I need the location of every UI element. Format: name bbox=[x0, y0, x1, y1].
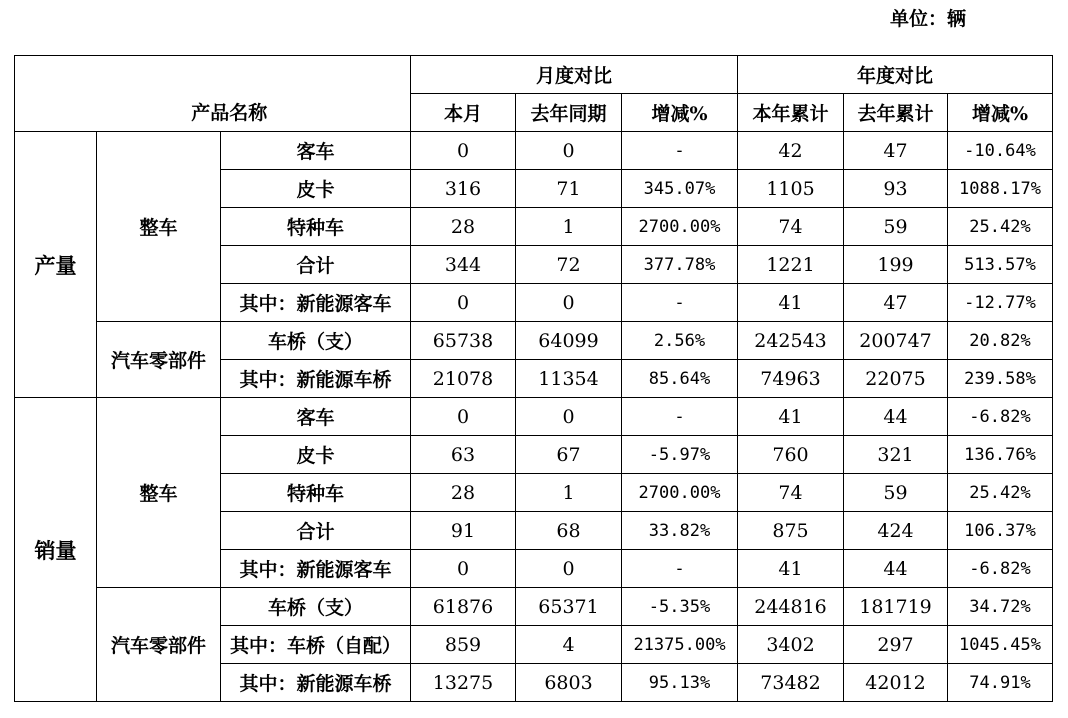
same-period-cell: 0 bbox=[516, 398, 622, 436]
product-name-cell: 皮卡 bbox=[221, 436, 411, 474]
same-period-cell: 0 bbox=[516, 132, 622, 170]
change-month-cell: 95.13% bbox=[622, 664, 738, 702]
product-name-cell: 其中：新能源客车 bbox=[221, 284, 411, 322]
this-month-cell: 28 bbox=[411, 208, 516, 246]
this-month-cell: 316 bbox=[411, 170, 516, 208]
product-name-cell: 特种车 bbox=[221, 208, 411, 246]
sales-parts-group: 汽车零部件 bbox=[97, 588, 221, 702]
same-period-cell: 11354 bbox=[516, 360, 622, 398]
ytd-this-year-cell: 875 bbox=[738, 512, 844, 550]
change-year-cell: 239.58% bbox=[948, 360, 1053, 398]
same-period-cell: 68 bbox=[516, 512, 622, 550]
this-month-cell: 859 bbox=[411, 626, 516, 664]
change-year-cell: 513.57% bbox=[948, 246, 1053, 284]
change-year-cell: 25.42% bbox=[948, 474, 1053, 512]
ytd-last-year-cell: 47 bbox=[844, 284, 948, 322]
sales-vehicle-group: 整车 bbox=[97, 398, 221, 588]
header-yearly: 年度对比 bbox=[738, 56, 1053, 94]
ytd-last-year-cell: 42012 bbox=[844, 664, 948, 702]
table-row bbox=[15, 398, 1053, 436]
change-year-cell: -10.64% bbox=[948, 132, 1053, 170]
change-year-cell: 1045.45% bbox=[948, 626, 1053, 664]
this-month-cell: 0 bbox=[411, 398, 516, 436]
product-name-cell: 合计 bbox=[221, 512, 411, 550]
this-month-cell: 61876 bbox=[411, 588, 516, 626]
product-name-cell: 车桥（支） bbox=[221, 322, 411, 360]
same-period-cell: 0 bbox=[516, 284, 622, 322]
ytd-last-year-cell: 22075 bbox=[844, 360, 948, 398]
unit-label: 单位：辆 bbox=[890, 8, 967, 30]
this-month-cell: 0 bbox=[411, 132, 516, 170]
change-year-cell: -6.82% bbox=[948, 550, 1053, 588]
change-year-cell: 74.91% bbox=[948, 664, 1053, 702]
same-period-cell: 71 bbox=[516, 170, 622, 208]
ytd-last-year-cell: 59 bbox=[844, 208, 948, 246]
same-period-cell: 72 bbox=[516, 246, 622, 284]
product-name-cell: 合计 bbox=[221, 246, 411, 284]
change-month-cell: 345.07% bbox=[622, 170, 738, 208]
header-ytd-this-year: 本年累计 bbox=[738, 94, 844, 132]
change-year-cell: -6.82% bbox=[948, 398, 1053, 436]
ytd-this-year-cell: 42 bbox=[738, 132, 844, 170]
change-year-cell: 20.82% bbox=[948, 322, 1053, 360]
product-name-cell: 其中：车桥（自配） bbox=[221, 626, 411, 664]
this-month-cell: 28 bbox=[411, 474, 516, 512]
header-monthly: 月度对比 bbox=[411, 56, 738, 94]
sales-section-label: 销量 bbox=[15, 398, 97, 702]
change-year-cell: 34.72% bbox=[948, 588, 1053, 626]
header-this-month: 本月 bbox=[411, 94, 516, 132]
change-month-cell: 377.78% bbox=[622, 246, 738, 284]
same-period-cell: 0 bbox=[516, 550, 622, 588]
change-month-cell: - bbox=[622, 398, 738, 436]
ytd-last-year-cell: 199 bbox=[844, 246, 948, 284]
same-period-cell: 67 bbox=[516, 436, 622, 474]
product-name-cell: 其中：新能源车桥 bbox=[221, 360, 411, 398]
ytd-this-year-cell: 41 bbox=[738, 550, 844, 588]
ytd-last-year-cell: 59 bbox=[844, 474, 948, 512]
this-month-cell: 21078 bbox=[411, 360, 516, 398]
same-period-cell: 1 bbox=[516, 474, 622, 512]
change-year-cell: 136.76% bbox=[948, 436, 1053, 474]
change-month-cell: -5.35% bbox=[622, 588, 738, 626]
ytd-this-year-cell: 74963 bbox=[738, 360, 844, 398]
ytd-last-year-cell: 321 bbox=[844, 436, 948, 474]
change-month-cell: 2700.00% bbox=[622, 474, 738, 512]
ytd-this-year-cell: 244816 bbox=[738, 588, 844, 626]
change-month-cell: 33.82% bbox=[622, 512, 738, 550]
ytd-last-year-cell: 297 bbox=[844, 626, 948, 664]
change-month-cell: 21375.00% bbox=[622, 626, 738, 664]
ytd-this-year-cell: 3402 bbox=[738, 626, 844, 664]
change-month-cell: -5.97% bbox=[622, 436, 738, 474]
ytd-last-year-cell: 200747 bbox=[844, 322, 948, 360]
same-period-cell: 6803 bbox=[516, 664, 622, 702]
ytd-last-year-cell: 44 bbox=[844, 550, 948, 588]
product-name-cell: 其中：新能源客车 bbox=[221, 550, 411, 588]
header-row-1 bbox=[15, 56, 1053, 94]
change-month-cell: 2700.00% bbox=[622, 208, 738, 246]
header-product-name bbox=[191, 56, 411, 132]
ytd-this-year-cell: 1105 bbox=[738, 170, 844, 208]
production-vehicle-group: 整车 bbox=[97, 132, 221, 322]
ytd-this-year-cell: 41 bbox=[738, 284, 844, 322]
this-month-cell: 91 bbox=[411, 512, 516, 550]
ytd-this-year-cell: 1221 bbox=[738, 246, 844, 284]
this-month-cell: 13275 bbox=[411, 664, 516, 702]
ytd-last-year-cell: 44 bbox=[844, 398, 948, 436]
change-month-cell: - bbox=[622, 132, 738, 170]
ytd-this-year-cell: 74 bbox=[738, 474, 844, 512]
header-same-period: 去年同期 bbox=[516, 94, 622, 132]
this-month-cell: 63 bbox=[411, 436, 516, 474]
product-name-cell: 其中：新能源车桥 bbox=[221, 664, 411, 702]
product-name-cell: 皮卡 bbox=[221, 170, 411, 208]
ytd-last-year-cell: 47 bbox=[844, 132, 948, 170]
header-ytd-last-year: 去年累计 bbox=[844, 94, 948, 132]
change-month-cell: 2.56% bbox=[622, 322, 738, 360]
change-month-cell: - bbox=[622, 550, 738, 588]
ytd-last-year-cell: 93 bbox=[844, 170, 948, 208]
change-month-cell: - bbox=[622, 284, 738, 322]
header-change-month: 增减% bbox=[622, 94, 738, 132]
same-period-cell: 4 bbox=[516, 626, 622, 664]
header-blank bbox=[15, 56, 221, 132]
production-sales-table bbox=[14, 55, 1053, 702]
this-month-cell: 344 bbox=[411, 246, 516, 284]
ytd-this-year-cell: 760 bbox=[738, 436, 844, 474]
change-year-cell: 25.42% bbox=[948, 208, 1053, 246]
change-year-cell: 106.37% bbox=[948, 512, 1053, 550]
change-year-cell: -12.77% bbox=[948, 284, 1053, 322]
change-month-cell: 85.64% bbox=[622, 360, 738, 398]
ytd-last-year-cell: 424 bbox=[844, 512, 948, 550]
product-name-cell: 特种车 bbox=[221, 474, 411, 512]
product-name-cell: 车桥（支） bbox=[221, 588, 411, 626]
product-name-cell: 客车 bbox=[221, 132, 411, 170]
this-month-cell: 0 bbox=[411, 550, 516, 588]
header-change-year: 增减% bbox=[948, 94, 1053, 132]
same-period-cell: 65371 bbox=[516, 588, 622, 626]
same-period-cell: 64099 bbox=[516, 322, 622, 360]
production-section-label: 产量 bbox=[15, 132, 97, 398]
change-year-cell: 1088.17% bbox=[948, 170, 1053, 208]
same-period-cell: 1 bbox=[516, 208, 622, 246]
this-month-cell: 65738 bbox=[411, 322, 516, 360]
ytd-this-year-cell: 73482 bbox=[738, 664, 844, 702]
this-month-cell: 0 bbox=[411, 284, 516, 322]
product-name-cell: 客车 bbox=[221, 398, 411, 436]
table-row bbox=[15, 322, 1053, 360]
ytd-this-year-cell: 242543 bbox=[738, 322, 844, 360]
ytd-last-year-cell: 181719 bbox=[844, 588, 948, 626]
ytd-this-year-cell: 41 bbox=[738, 398, 844, 436]
production-parts-group: 汽车零部件 bbox=[97, 322, 221, 398]
ytd-this-year-cell: 74 bbox=[738, 208, 844, 246]
product-name-label: 产品名称 bbox=[191, 102, 268, 124]
table-row bbox=[15, 588, 1053, 626]
table-row bbox=[15, 132, 1053, 170]
